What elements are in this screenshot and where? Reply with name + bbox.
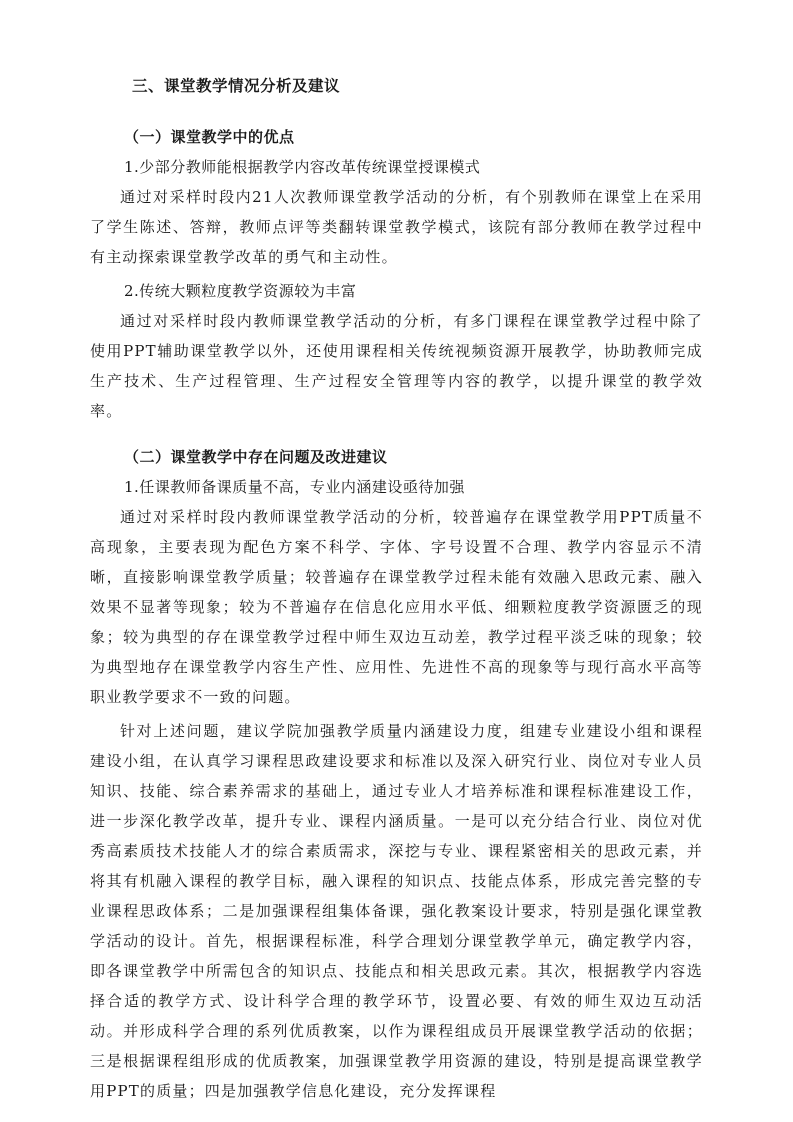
paragraph-teaching-mode: 通过对采样时段内21人次教师课堂教学活动的分析，有个别教师在课堂上在采用了学生陈述、答辩，教师点评等类翻转课堂教学模式，该院有部分教师在教学过程中有主动探索课堂教学改革的勇气和主动性。 <box>90 188 703 266</box>
item-title-preparation-quality: 1.任课教师备课质量不高，专业内涵建设亟待加强 <box>124 478 465 496</box>
document-content <box>90 72 703 1106</box>
section-title: 三、课堂教学情况分析及建议 <box>132 77 341 95</box>
item-title-teaching-mode: 1.少部分教师能根据教学内容改革传统课堂授课模式 <box>124 158 481 176</box>
paragraph-suggestions: 针对上述问题，建议学院加强教学质量内涵建设力度，组建专业建设小组和课程建设小组，在认真学习课程思政建设要求和标准以及深入研究行业、岗位对专业人员知识、技能、综合素养需求的基础上，通过专业人才培养标准和课程标准建设工作，进一步深化教学改革，提升专业、课程内涵质量。一是可以充分结合行业、岗位对优秀高素质技术技能人才的综合素质需求，深挖与专业、课程紧密相关的思政元素，并将其有机融入课程的教学目标，融入课程的知识点、技能点体系，形成完善完整的专业课程思政体系；二是加强课程组集体备课，强化教案设计要求，特别是强化课堂教学活动的设计。首先，根据课程标准，科学合理划分课堂教学单元，确定教学内容，即各课堂教学中所需包含的知识点、技能点和相关思政元素。其次，根据教学内容选择合适的教学方式、设计科学合理的教学环节，设置必要、有效的师生双边互动活动。并形成科学合理的系列优质教案，以作为课程组成员开展课堂教学活动的依据；三是根据课程组形成的优质教案，加强课堂教学用资源的建设，特别是提高课堂教学用PPT的质量；四是加强教学信息化建设，充分发挥课程 <box>90 722 703 1100</box>
subsection-title-strengths: （一）课堂教学中的优点 <box>124 128 295 146</box>
paragraph-resources: 通过对采样时段内教师课堂教学活动的分析，有多门课程在课堂教学过程中除了使用PPT辅助课堂教学以外，还使用课程相关传统视频资源开展教学，协助教师完成生产技术、生产过程管理、生产过程安全管理等内容的教学，以提升课堂的教学效率。 <box>90 312 703 420</box>
item-title-resources: 2.传统大颗粒度教学资源较为丰富 <box>124 282 357 300</box>
subsection-title-problems: （二）课堂教学中存在问题及改进建议 <box>124 448 388 466</box>
paragraph-problems: 通过对采样时段内教师课堂教学活动的分析，较普遍存在课堂教学用PPT质量不高现象，主要表现为配色方案不科学、字体、字号设置不合理、教学内容显示不清晰，直接影响课堂教学质量；较普遍存在课堂教学过程未能有效融入思政元素、融入效果不显著等现象；较为不普遍存在信息化应用水平低、细颗粒度教学资源匮乏的现象；较为典型的存在课堂教学过程中师生双边互动差，教学过程平淡乏味的现象；较为典型地存在课堂教学内容生产性、应用性、先进性不高的现象等与现行高水平高等职业教学要求不一致的问题。 <box>90 508 703 706</box>
